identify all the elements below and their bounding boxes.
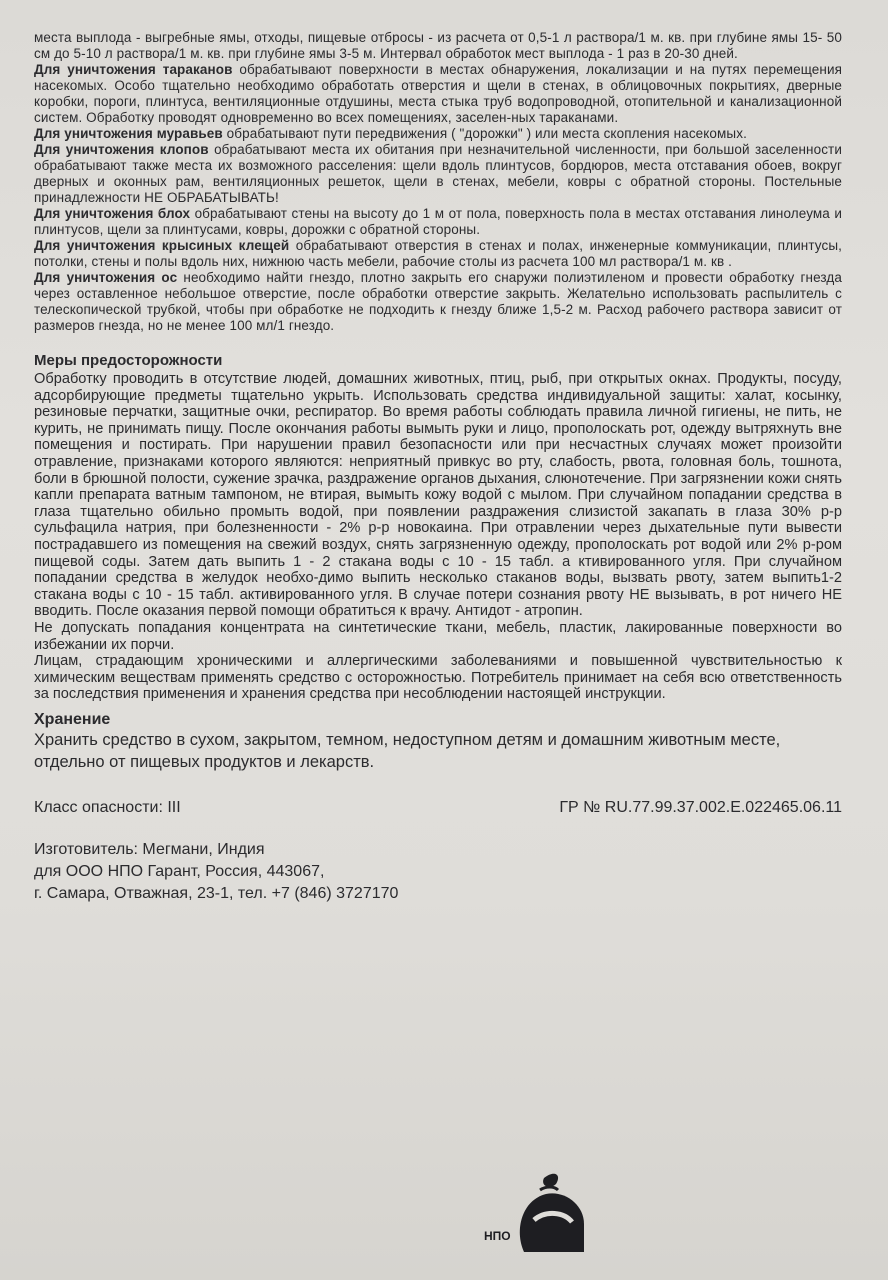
hazard-class: Класс опасности: III: [34, 798, 181, 816]
precautions-heading: Меры предосторожности: [34, 352, 223, 369]
mite-text: обрабатывают отверстия в стенах и полах, инженерные коммуникации, плинтусы, потолки, стены и полы вдоль них, нижнюю часть мебели, рабочие столы из расчета 100 мл раствора/1 м. кв .: [34, 238, 842, 269]
wasp-title: Для уничтожения ос: [34, 270, 178, 285]
flea-text: обрабатывают стены на высоту до 1 м от пола, поверхность пола в местах отставания линолеума и плинтусов, щели за плинтусами, ковры, дорожки с обратной стороны.: [34, 206, 842, 237]
registration-number: ГР № RU.77.99.37.002.Е.022465.06.11: [559, 798, 842, 816]
manufacturer-block: [34, 839, 842, 905]
bedbug-text: обрабатывают места их обитания при незначительной численности, при большой заселенности обрабатывают также места их возможного расселения: щели вдоль плинтусов, бордюров, места отставания обоев, вокруг дверных и оконных рам, вентиляционных решеток, щели в стенах, мебели, ковры с обратной стороны. Постельные принадлежности НЕ ОБРАБАТЫВАТЬ!: [34, 142, 842, 205]
concentrate-warning: Не допускать попадания концентрата на синтетические ткани, мебель, пластик, лакированные поверхности во избежании их порчи.: [34, 619, 842, 653]
company-logo-icon: [484, 1160, 594, 1260]
manufacturer-line-1: Изготовитель: Мегмани, Индия: [34, 840, 265, 858]
storage-text: Хранить средство в сухом, закрытом, темном, недоступном детям и домашним животным месте, отдельно от пищевых продуктов и лекарств.: [34, 730, 781, 771]
cockroach-paragraph: [34, 62, 842, 126]
sensitive-persons-warning: Лицам, страдающим хроническими и аллергическими заболеваниями и повышенной чувствительностью к химическим веществам применять средство с осторожностью. Потребитель принимает на себя всю ответственность за последствия применения и хранения средства при несоблюдении настоящей инструкции.: [34, 653, 842, 703]
logo-text: НПО: [484, 1229, 511, 1243]
cockroach-text: обрабатывают поверхности в местах обнаружения, локализации и на путях перемещения насекомых. Особо тщательно необходимо обработать отверстия и щели в стенах, в облицовочных покрытиях, дверные коробки, пороги, плинтуса, вентиляционные отдушины, места стыка труб водопроводной, отопительной и канализационной систем. Обработку проводят одновременно во всех помещениях, заселен-ных тараканами.: [34, 62, 842, 125]
cockroach-title: Для уничтожения тараканов: [34, 62, 233, 77]
wasp-text: необходимо найти гнездо, плотно закрыть его снаружи полиэтиленом и провести обработку гнезда через оставленное небольшое отверстие, после обработки отверстие закрыть. Желательно использовать распылитель с телескопической трубкой, чтобы при обработке не подходить к гнезду ближе 1,5-2 м. Расход рабочего раствора зависит от размеров гнезда, но не менее 100 мл/1 гнездо.: [34, 270, 842, 333]
manufacturer-line-2: для ООО НПО Гарант, Россия, 443067,: [34, 862, 325, 880]
precautions-text: Обработку проводить в отсутствие людей, домашних животных, птиц, рыб, при открытых окнах. Продукты, посуду, адсорбирующие предметы тщательно укрыть. Использовать средства индивидуальной защиты: халат, косынку, резиновые перчатки, защитные очки, респиратор. Во время работы соблюдать правила личной гигиены, не пить, не курить, не принимать пищу. После окончания работы вымыть руки и лицо, прополоскать рот, одежду вытряхнуть вне помещения и постирать. При нарушении правил безопасности или при несчастных случаях может произойти отравление, признаками которого являются: неприятный привкус во рту, слабость, рвота, головная боль, тошнота, боли в брюшной полости, сужение зрачка, раздражение органов дыхания, слюнотечение. При загрязнении кожи снять капли препарата ватным тампоном, не втирая, вымыть кожу водой с мылом. При случайном попадании средства в глаза тщательно обильно промыть водой, при появлении раздражения слизистой закапать в глаза 30% р-р сульфацила натрия, при болезненности - 2% р-р новокаина. При отравлении через дыхательные пути вывести пострадавшего из помещения на свежий воздух, снять загрязненную одежду, прополоскать рот водой или 2% р-ром пищевой соды. Затем дать выпить 1 - 2 стакана воды с 10 - 15 табл. а ктивированного угля. При случайном попадании средства в желудок необхо-димо выпить несколько стаканов воды, вызвать рвоту, затем выпить1-2 стакана воды с 10 - 15 табл. активированного угля. В случае потери сознания рвоту НЕ вызывать, в рот ничего НЕ вводить. После оказания первой помощи обратиться к врачу. Антидот - атропин.: [34, 371, 842, 620]
manufacturer-line-3: г. Самара, Отважная, 23-1, тел. +7 (846) 3727170: [34, 884, 399, 902]
wasp-paragraph: [34, 270, 842, 334]
mite-paragraph: [34, 238, 842, 270]
intro-paragraph: места выплода - выгребные ямы, отходы, пищевые отбросы - из расчета от 0,5-1 л раствора/1 м. кв. при глубине ямы 15- 50 см до 5-10 л раствора/1 м. кв. при глубине ямы 3-5 м. Интервал обработок мест выплода - 1 раз в 20-30 дней.: [34, 30, 842, 61]
ant-paragraph: [34, 126, 842, 142]
mite-title: Для уничтожения крысиных клещей: [34, 238, 290, 253]
flea-paragraph: [34, 206, 842, 238]
flea-title: Для уничтожения блох: [34, 206, 191, 221]
hazard-registration-row: [34, 799, 842, 817]
ant-title: Для уничтожения муравьев: [34, 126, 223, 141]
storage-heading: Хранение: [34, 710, 111, 728]
ant-text: обрабатывают пути передвижения ( "дорожки" ) или места скопления насекомых.: [222, 126, 747, 141]
bedbug-title: Для уничтожения клопов: [34, 142, 209, 157]
bedbug-paragraph: [34, 142, 842, 206]
